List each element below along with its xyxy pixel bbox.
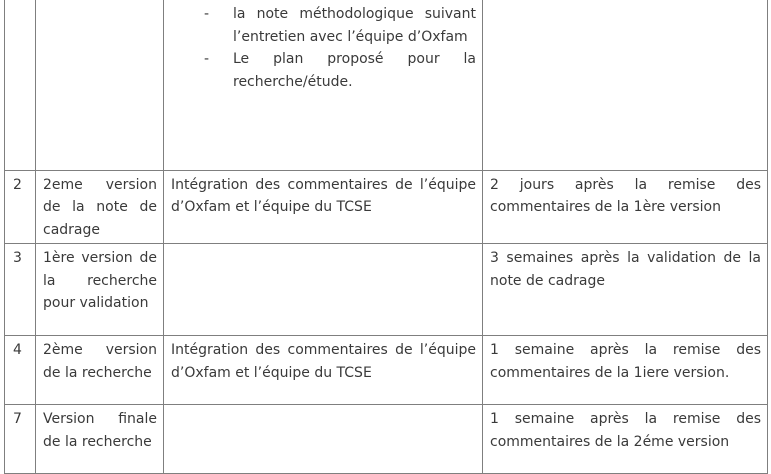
table-cell-description [164, 244, 483, 336]
table-cell-description [164, 0, 483, 170]
table-cell-num: 2 [5, 170, 36, 244]
deliverables-table [4, 0, 768, 474]
table-cell-deliverable: Version finale de la recherche [36, 405, 164, 474]
bullet-list [171, 3, 476, 93]
table-cell-num: 4 [5, 336, 36, 405]
table-cell-deliverable: 2eme version de la note de cadrage [36, 170, 164, 244]
list-item-text: la note méthodologique suivant l’entretien avec l’équipe d’Oxfam [233, 6, 476, 45]
table-cell-deliverable: 2ème version de la recherche [36, 336, 164, 405]
table-cell-deliverable [36, 0, 164, 170]
table-cell-description: Intégration des commentaires de l’équipe d’Oxfam et l’équipe du TCSE [164, 336, 483, 405]
dash-bullet: - [204, 51, 210, 67]
list-item-text: Le plan proposé pour la recherche/étude. [233, 51, 476, 90]
table-row [5, 336, 768, 405]
table-row [5, 0, 768, 170]
table-cell-num: 3 [5, 244, 36, 336]
table-cell-deadline: 1 semaine après la remise des commentaires de la 2éme version [483, 405, 768, 474]
table-cell-description: Intégration des commentaires de l’équipe d’Oxfam et l’équipe du TCSE [164, 170, 483, 244]
table-cell-deadline: 1 semaine après la remise des commentaires de la 1iere version. [483, 336, 768, 405]
table-cell-num: 7 [5, 405, 36, 474]
table-cell-deliverable: 1ère version de la recherche pour validation [36, 244, 164, 336]
table-cell-deadline [483, 0, 768, 170]
table-row [5, 405, 768, 474]
table-cell-description [164, 405, 483, 474]
table-cell-deadline: 2 jours après la remise des commentaires de la 1ère version [483, 170, 768, 244]
list-item [171, 48, 476, 93]
list-item [171, 3, 476, 48]
table-row [5, 244, 768, 336]
table-cell-num [5, 0, 36, 170]
table-row [5, 170, 768, 244]
dash-bullet: - [204, 6, 210, 22]
table-cell-deadline: 3 semaines après la validation de la note de cadrage [483, 244, 768, 336]
